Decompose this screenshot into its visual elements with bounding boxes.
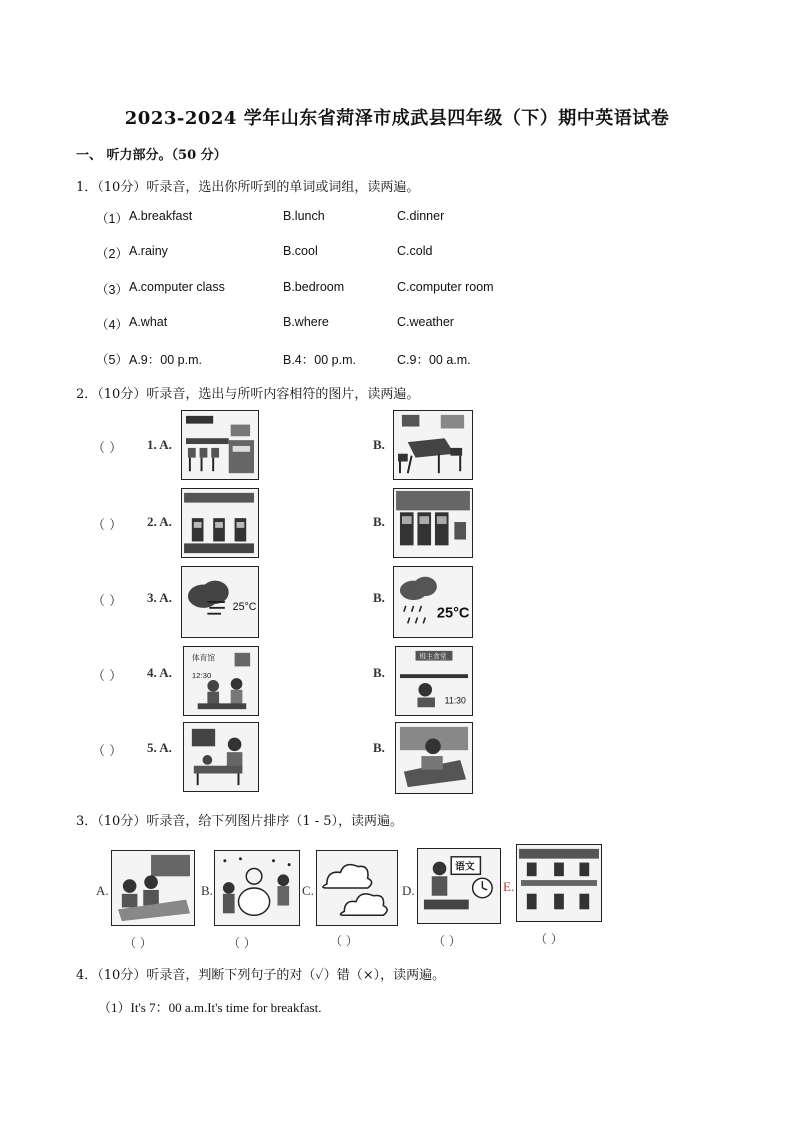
gym-scene-illustration <box>184 647 258 715</box>
q1-row3-option-c: C.computer room <box>397 280 494 294</box>
q3-a-students-reading-picture <box>111 850 195 926</box>
q1-row4-num: （4） <box>96 318 128 332</box>
time-label-a: 12:30 <box>191 671 212 681</box>
answer-paren-2-2: （ ） <box>92 518 123 533</box>
q1-row5-num: （5） <box>96 353 128 367</box>
sign-label-a: 体育馆 <box>191 653 216 663</box>
q2-item5-label: 5. A. <box>147 740 172 755</box>
answer-paren-2-3: （ ） <box>92 594 123 609</box>
q3-c-clouds-picture <box>316 850 398 926</box>
question-2-stem: 2．（10分）听录音，选出与所听内容相符的图片，读两遍。 <box>76 387 420 402</box>
q1-row3-num: （3） <box>96 283 128 297</box>
q1-row2-option-c: C.cold <box>397 244 433 258</box>
q3-answer-blank-c: （ ） <box>330 934 358 948</box>
q2-item3-b-label: B. <box>373 590 385 605</box>
q3-label-a: A. <box>96 883 109 898</box>
q1-row5-option-a: A.9：00 p.m. <box>129 353 202 367</box>
q2-item2-label: 2. A. <box>147 514 172 529</box>
q1-row1-option-b: B.lunch <box>283 209 325 223</box>
classroom-illustration <box>394 411 472 479</box>
q3-answer-blank-e: （ ） <box>535 932 563 946</box>
q1-row4-option-b: B.where <box>283 315 329 329</box>
question-3-stem: 3．（10分）听录音，给下列图片排序（1 - 5），读两遍。 <box>76 814 404 829</box>
q1-row2-option-b: B.cool <box>283 244 318 258</box>
q2-item1-b-label: B. <box>373 437 385 452</box>
temperature-label-b: 25°C <box>436 605 470 622</box>
q3-label-b: B. <box>201 883 213 898</box>
q2-2a-computer-room-picture <box>181 488 259 558</box>
section-heading: 一、 听力部分。（50 分） <box>76 148 227 163</box>
library-illustration <box>394 489 472 557</box>
q2-5b-bedroom-picture <box>395 722 473 794</box>
answer-paren-2-1: （ ） <box>92 441 123 456</box>
cloud-rain-icon <box>394 567 472 637</box>
q2-1b-classroom-picture <box>393 410 473 480</box>
answer-paren-2-4: （ ） <box>92 669 123 684</box>
q2-item4-label: 4. A. <box>147 665 172 680</box>
q3-e-school-building-picture <box>516 844 602 922</box>
temperature-label-a: 25°C <box>232 600 257 613</box>
chinese-class-illustration <box>418 849 500 923</box>
q2-3b-rainy-weather-picture <box>393 566 473 638</box>
question-4-stem: 4．（10分）听录音，判断下列句子的对（✓）错（×），读两遍。 <box>76 968 446 983</box>
q3-label-c: C. <box>302 883 314 898</box>
q3-answer-blank-b: （ ） <box>228 936 256 950</box>
q2-4a-gym-picture <box>183 646 259 716</box>
q1-row3-option-b: B.bedroom <box>283 280 345 294</box>
q3-answer-blank-a: （ ） <box>124 936 152 950</box>
q1-row5-option-b: B.4：00 p.m. <box>283 353 356 367</box>
q3-b-snowman-picture <box>214 850 300 926</box>
bedroom-illustration <box>396 723 472 793</box>
q1-row1-option-c: C.dinner <box>397 209 445 223</box>
q1-row2-num: （2） <box>96 247 128 261</box>
q2-item5-b-label: B. <box>373 740 385 755</box>
q2-1a-restaurant-picture <box>181 410 259 480</box>
board-text: 语文 <box>455 861 475 873</box>
q4-sentence-1: （1）It's 7：00 a.m.It's time for breakfast. <box>98 1000 322 1015</box>
q3-label-d: D. <box>402 883 415 898</box>
q1-row3-option-a: A.computer class <box>129 280 225 294</box>
q3-d-chinese-class-picture <box>417 848 501 924</box>
exam-title: 2023-2024 学年山东省菏泽市成武县四年级（下）期中英语试卷 <box>124 108 670 129</box>
q2-item3-label: 3. A. <box>147 590 172 605</box>
answer-paren-2-5: （ ） <box>92 744 123 759</box>
q1-row4-option-c: C.weather <box>397 315 454 329</box>
time-label-b: 11:30 <box>444 695 466 706</box>
cloud-wind-icon <box>182 567 258 637</box>
sign-label-b: 班主食堂 <box>419 652 447 661</box>
q2-item2-b-label: B. <box>373 514 385 529</box>
q2-item1-label: 1. A. <box>147 437 172 452</box>
q2-2b-library-picture <box>393 488 473 558</box>
q3-answer-blank-d: （ ） <box>433 934 461 948</box>
teacher-desk-illustration <box>184 723 258 791</box>
q2-3a-windy-weather-picture <box>181 566 259 638</box>
computer-room-illustration <box>182 489 258 557</box>
q1-row1-num: （1） <box>96 212 128 226</box>
school-building-illustration <box>517 845 601 921</box>
snowman-illustration <box>215 851 299 925</box>
q1-row2-option-a: A.rainy <box>129 244 168 258</box>
students-reading-illustration <box>112 851 194 925</box>
canteen-scene-illustration <box>396 647 472 715</box>
q1-row4-option-a: A.what <box>129 315 168 329</box>
q1-row5-option-c: C.9：00 a.m. <box>397 353 471 367</box>
restaurant-illustration <box>182 411 258 479</box>
q2-4b-canteen-picture <box>395 646 473 716</box>
q2-item4-b-label: B. <box>373 665 385 680</box>
question-1-stem: 1．（10分）听录音，选出你所听到的单词或词组，读两遍。 <box>76 180 420 195</box>
q2-5a-teacher-picture <box>183 722 259 792</box>
cloudy-icon <box>317 851 397 925</box>
q1-row1-option-a: A.breakfast <box>129 209 193 223</box>
q3-label-e: E. <box>503 879 515 894</box>
